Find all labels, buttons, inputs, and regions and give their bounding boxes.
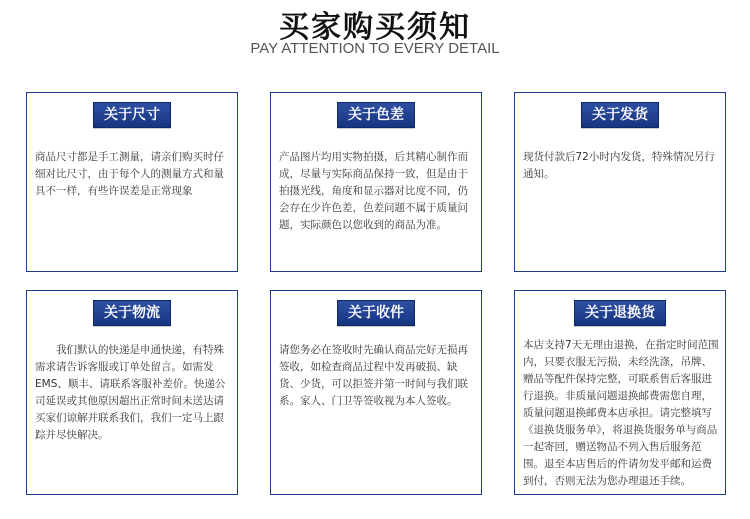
page-title: 买家购买须知	[279, 10, 471, 45]
card-color-difference-label: 关于色差	[337, 102, 415, 128]
card-shipping-label: 关于发货	[581, 102, 659, 128]
card-color-difference-text: 产品图片均用实物拍摄，后其精心制作而成，尽量与实际商品保持一致，但是由于拍摄光线，角度和显示器对比度不同，仍会存在少许色差，色差问题不属于质量问题，实际颜色以您收到的商品为准。	[279, 151, 468, 231]
card-shipping-text: 现货付款后72小时内发货，特殊情况另行通知。	[523, 151, 715, 180]
card-size	[26, 92, 238, 272]
card-receiving-label: 关于收件	[337, 300, 415, 326]
card-logistics	[26, 290, 238, 495]
card-logistics-label: 关于物流	[93, 300, 171, 326]
card-receiving	[270, 290, 482, 495]
card-returns-label: 关于退换货	[574, 300, 666, 326]
card-size-text: 商品尺寸都是手工测量，请亲们购买时仔细对比尺寸，由于每个人的测量方式和量具不一样，有些许误差是正常现象	[35, 151, 224, 197]
card-returns-text: 本店支持7天无理由退换，在指定时间范围内，只要衣服无污损，未经洗涤，吊牌、赠品等配件保持完整，可联系售后客服进行退换。非质量问题退换邮费需您自理，质量问题退换邮费本店承担。请完整填写《退换货服务单》，将退换货服务单与商品一起寄回，赠送物品不列入售后服务范围。退至本店售后的件请勿发平邮和运费到付，否则无法为您办理退还手续。	[523, 339, 719, 487]
card-size-label: 关于尺寸	[93, 102, 171, 128]
page-subtitle: PAY ATTENTION TO EVERY DETAIL	[250, 40, 500, 57]
card-shipping	[514, 92, 726, 272]
card-returns	[514, 290, 726, 495]
card-receiving-text: 请您务必在签收时先确认商品完好无损再签收，如检查商品过程中发再破损、缺货、少货，可以拒签并第一时间与我们联系。家人、门卫等签收视为本人签收。	[279, 344, 468, 407]
card-logistics-text: 我们默认的快递是申通快递，有特殊需求请告诉客服或订单处留言。如需发EMS、顺丰、请联系客服补差价。快递公司延误或其他原因超出正常时间未送达请买家们谅解并联系我们，我们一定马上跟踪并尽快解决。	[35, 344, 226, 441]
card-color-difference	[270, 92, 482, 272]
